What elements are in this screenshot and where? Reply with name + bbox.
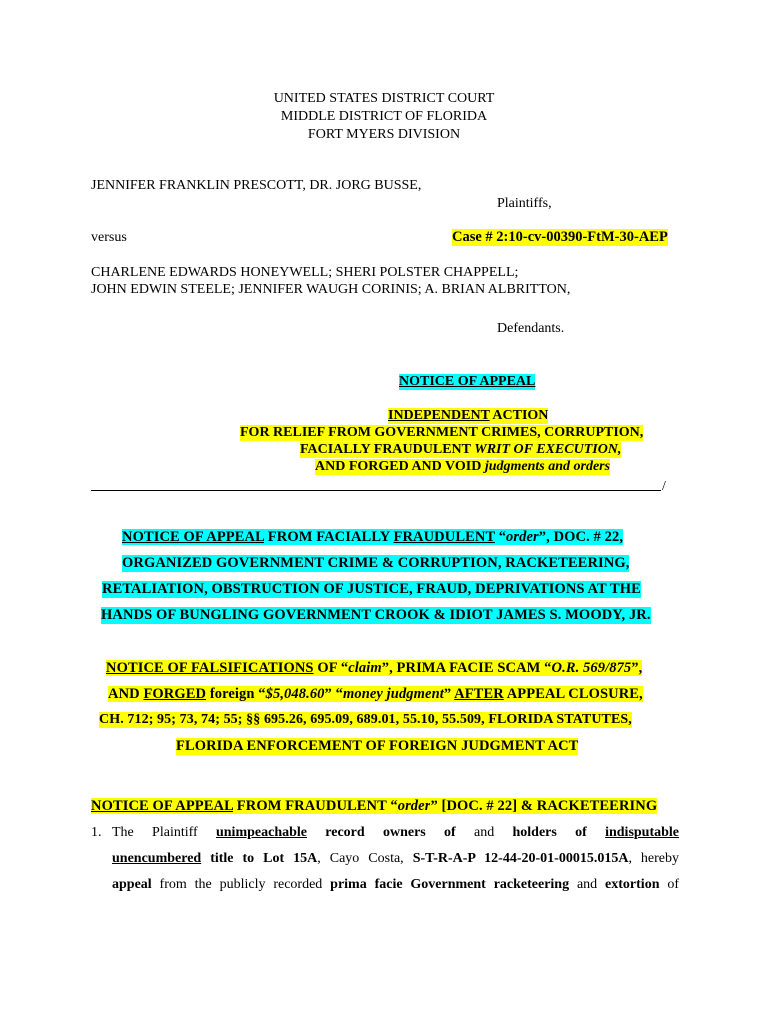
h2-claim: claim (348, 660, 382, 676)
h2-of: OF “ (313, 660, 349, 676)
h2-scam: ”, PRIMA FACIE SCAM “ (381, 660, 552, 676)
p1-title: title to Lot 15A (201, 851, 318, 866)
p1-racketeering: prima facie Government racketeering (330, 877, 570, 892)
p1-unencumbered: unencumbered (112, 851, 202, 866)
h1-order: order (506, 529, 539, 545)
divider-slash: / (662, 479, 666, 494)
notice-of-appeal-title: NOTICE OF APPEAL (399, 374, 536, 389)
h1-quote: “ (494, 529, 507, 545)
court-division: FORT MYERS DIVISION (307, 127, 461, 142)
heading2-line3: CH. 712; 95; 73, 74; 55; §§ 695.26, 695.09, 689.01, 55.10, 55.509, FLORIDA STATUTES, (99, 712, 632, 727)
h3-notice: NOTICE OF APPEAL (91, 798, 234, 814)
defendants-label: Defendants. (497, 321, 565, 336)
defendants-line-1: CHARLENE EDWARDS HONEYWELL; SHERI POLSTER CHAPPELL; (91, 265, 519, 280)
versus-label: versus (91, 230, 127, 245)
p1-indisputable: indisputable (605, 825, 680, 840)
heading3 (91, 798, 657, 815)
h2-appeal-closure: APPEAL CLOSURE, (503, 686, 643, 702)
heading2-line2 (108, 686, 643, 703)
paragraph-row-2 (112, 846, 679, 872)
p1-hereby: , hereby (628, 851, 680, 866)
forged-line (315, 459, 610, 475)
paragraph-number: 1. (91, 825, 102, 840)
h1-fraudulent: FRAUDULENT (393, 529, 495, 545)
p1-and: and (455, 825, 513, 840)
paragraph-row-1 (112, 820, 679, 846)
action-word: ACTION (489, 408, 549, 423)
h3-order: order (397, 798, 431, 814)
h2-after: AFTER (454, 686, 504, 702)
h2-and: AND (108, 686, 144, 702)
p1-cayo-costa: , Cayo Costa, (317, 851, 413, 866)
p1-extortion: extortion (605, 877, 660, 892)
h2-amount: $5,048.60 (265, 686, 325, 702)
independent-word: INDEPENDENT (388, 408, 490, 423)
plaintiffs-names: JENNIFER FRANKLIN PRESCOTT, DR. JORG BUSSE, (91, 178, 422, 193)
h2-foreign: foreign “ (206, 686, 266, 702)
defendants-line-2: JOHN EDWIN STEELE; JENNIFER WAUGH CORINIS; A. BRIAN ALBRITTON, (91, 282, 571, 297)
h2-forged: FORGED (143, 686, 207, 702)
p1-from-recorded: from the publicly recorded (151, 877, 331, 892)
h2-money-judgment: money judgment (342, 686, 444, 702)
h2-or: O.R. 569/875 (551, 660, 632, 676)
heading2-line1 (106, 660, 642, 677)
h2-falsifications: NOTICE OF FALSIFICATIONS (106, 660, 314, 676)
court-district: MIDDLE DISTRICT OF FLORIDA (280, 109, 488, 124)
p1-holders: holders of (512, 825, 587, 840)
relief-line: FOR RELIEF FROM GOVERNMENT CRIMES, CORRUPTION, (240, 425, 644, 440)
forged-line-text: AND FORGED AND VOID (315, 459, 485, 474)
p1-strap: S-T-R-A-P 12-44-20-01-00015.015A (412, 851, 629, 866)
h3-from: FROM FRAUDULENT “ (233, 798, 398, 814)
heading1-line4: HANDS OF BUNGLING GOVERNMENT CROOK & IDIOT JAMES S. MOODY, JR. (101, 607, 651, 623)
p1-of: of (659, 877, 680, 892)
judgments-and-orders: judgments and orders (484, 459, 611, 474)
p1-and-2: and (569, 877, 606, 892)
p1-appeal: appeal (112, 877, 152, 892)
independent-action-line (388, 408, 548, 424)
heading2-line4: FLORIDA ENFORCEMENT OF FOREIGN JUDGMENT ACT (176, 738, 579, 754)
paragraph-1 (112, 820, 679, 898)
heading1-line2: ORGANIZED GOVERNMENT CRIME & CORRUPTION, RACKETEERING, (122, 555, 630, 571)
heading1-line3: RETALIATION, OBSTRUCTION OF JUSTICE, FRAUD, DEPRIVATIONS AT THE (102, 581, 641, 597)
h2-close: ”, (631, 660, 643, 676)
p1-text: The Plaintiff (112, 825, 216, 840)
heading1-line1 (122, 529, 623, 546)
h1-doc: ”, DOC. # 22, (538, 529, 624, 545)
p1-record-owners: record owners of (307, 825, 456, 840)
h3-doc: ” [DOC. # 22] & RACKETEERING (430, 798, 658, 814)
h1-notice: NOTICE OF APPEAL (122, 529, 265, 545)
case-number: Case # 2:10-cv-00390-FtM-30-AEP (452, 229, 668, 245)
p1-unimpeachable: unimpeachable (215, 825, 307, 840)
p1-space (587, 825, 605, 840)
writ-line-text: FACIALLY FRAUDULENT (300, 442, 475, 457)
plaintiffs-label: Plaintiffs, (497, 196, 552, 211)
h2-quote-end: ” (443, 686, 455, 702)
paragraph-row-3 (112, 872, 679, 898)
writ-line (300, 442, 621, 458)
caption-divider (91, 490, 661, 491)
court-name: UNITED STATES DISTRICT COURT (273, 91, 495, 106)
h1-from: FROM FACIALLY (264, 529, 394, 545)
h2-quotes: ” “ (324, 686, 343, 702)
writ-of-execution: WRIT OF EXECUTION, (474, 442, 622, 457)
